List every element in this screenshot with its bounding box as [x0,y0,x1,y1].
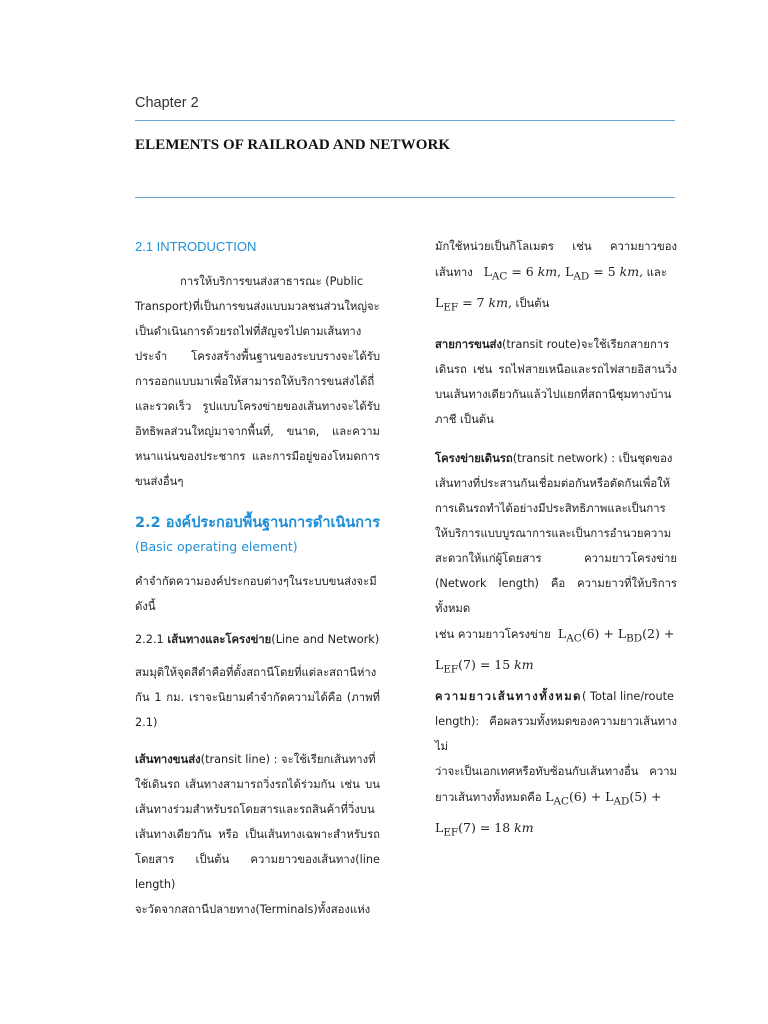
transit-route-text-line: บนเส้นทางเดียวกันแล้วไปแยกที่สถานีชุมทางบ้าน [435,388,672,401]
header-rule-bottom [135,197,675,198]
chapter-title: ELEMENTS OF RAILROAD AND NETWORK [135,137,451,153]
subsection-title-english: (Line and Network) [271,633,380,646]
intro-line: Transport)ที่เป็นการขนส่งแบบมวลชนส่วนใหญ่จะ [135,300,380,313]
transit-route-text-line: ภาชี เป็นต้น [435,413,494,426]
transit-route-definition [435,332,677,357]
intro-line: ขนส่งอื่นๆ [135,475,184,488]
total-length-text-line: ว่าจะเป็นเอกเทศหรือทับซ้อนกับเส้นทางอื่น ความ [435,765,677,778]
transit-network-text: (transit network) : เป็นชุดของ [512,452,673,465]
line-length-example-2 [435,290,677,321]
network-length-prefix: เช่น ความยาวโครงข่าย [435,628,551,641]
section-heading-2-2: 2.2 องค์ประกอบพื้นฐานการดำเนินการ [135,515,380,531]
transit-line-text-line: จะวัดจากสถานีปลายทาง(Terminals)ทั้งสองแห่ง [135,903,371,916]
network-length-example-2 [435,652,677,683]
network-length-formula: $L_{AC}(6) + L_{BD}(2)$ + [557,626,675,645]
transit-line-term: เส้นทางขนส่ง [135,753,201,766]
transit-network-text-line: ให้บริการแบบบูรณาการและเป็นการอำนวยความ [435,527,672,540]
transit-line-text: (transit line) : จะใช้เรียกเส้นทางที่ [200,753,376,766]
intro-line: การให้บริการขนส่งสาธารณะ (Public [180,275,364,288]
intro-line: หนาแน่นของประชากร และการมีอยู่ของโหมดการ [135,450,380,463]
definition-line: ดังนี้ [135,600,156,613]
transit-line-text-line: โดยสาร เป็นต้น ความยาวของเส้นทาง(line length) [135,853,380,891]
intro-line: อิทธิพลส่วนใหญ่มาจากพื้นที่, ขนาด, และความ [135,425,380,438]
transit-line-text-line: ใช้เดินรถ เส้นทางสามารถวิ่งรถได้ร่วมกัน เช่น บน [135,778,380,791]
transit-line-text-line: เส้นทางเดียวกัน หรือ เป็นเส้นทางเฉพาะสำหรับรถ [135,828,380,841]
network-length-formula-2: $L_{EF}(7) = 15$ km [435,656,534,675]
chapter-label: Chapter 2 [135,95,199,111]
subsection-number: 2.2.1 [135,633,168,646]
transit-network-text-line: (Network length) คือ ความยาวที่ให้บริการทั้งหมด [435,577,677,615]
transit-network-definition [435,446,677,471]
intro-line: การออกแบบมาเพื่อให้สามารถให้บริการขนส่งได้ถี่ [135,375,375,388]
total-length-text: ( Total line/route [581,690,674,703]
transit-line-text-line: เส้นทางร่วมสำหรับรถโดยสารและรถสินค้าที่วิ่งบน [135,803,375,816]
section-heading-2-2-english: (Basic operating element) [135,539,298,554]
line-length-example [435,259,677,290]
total-length-text-line: length): คือผลรวมทั้งหมดของความยาวเส้นทางไม่ [435,715,677,753]
total-length-prefix: ยาวเส้นทางทั้งหมดคือ [435,791,542,804]
total-length-formula: $L_{AC}(6) + L_{AD}(5)$ + [545,789,662,808]
transit-network-text-line: สะดวกให้แก่ผู้โดยสาร ความยาวโครงข่าย [435,552,677,565]
line-length-end: เป็นต้น [515,296,550,310]
transit-network-text-line: การเดินรถทำได้อย่างมีประสิทธิภาพและเป็นการ [435,502,666,515]
transit-line-definition [135,747,380,772]
total-length-example-2 [435,815,677,846]
assumption-line: สมมุติให้จุดสีดำคือที่ตั้งสถานีโดยที่แต่ละสถานีห่าง [135,666,377,679]
transit-network-term: โครงข่ายเดินรถ [435,452,513,465]
assumption-line: 2.1) [135,716,158,729]
total-length-term: ความยาวเส้นทางทั้งหมด [435,690,582,703]
line-length-suffix: และ [646,266,667,279]
subsection-title-thai: เส้นทางและโครงข่าย [167,633,272,646]
transit-route-term: สายการขนส่ง [435,338,502,351]
left-column [135,234,380,922]
line-length-formula: $L_{AC} = 6$ km, $L_{AD} = 5$ km, [483,264,644,283]
transit-network-text-line: เส้นทางที่ประสานกันเชื่อมต่อกันหรือตัดกันเพื่อให้ [435,477,671,490]
intro-line: ประจำ โครงสร้างพื้นฐานของระบบรางจะได้รับ [135,350,380,363]
line-length-text: มักใช้หน่วยเป็นกิโลเมตร เช่น ความยาวของ [435,240,677,253]
network-length-example [435,621,677,652]
intro-line: และรวดเร็ว รูปแบบโครงข่ายของเส้นทางจะได้รับ [135,400,380,413]
right-column [435,234,677,845]
total-length-formula-2: $L_{EF}(7) = 18$ km [435,819,534,838]
subsection-heading-2-2-1 [135,627,380,652]
definition-line: คำจำกัดความองค์ประกอบต่างๆในระบบขนส่งจะมี [135,575,377,588]
line-length-formula-2: $L_{EF} = 7$ km, [435,294,512,313]
intro-line: เป็นดำเนินการด้วยรถไฟที่สัญจรไปตามเส้นทาง [135,325,362,338]
line-length-prefix: เส้นทาง [435,266,473,279]
assumption-line: กัน 1 กม. เราจะนิยามคำจำกัดความได้คือ (ภาพที่ [135,691,380,704]
transit-route-text-line: เดินรถ เช่น รถไฟสายเหนือและรถไฟสายอิสานวิ่ง [435,363,677,376]
header-rule-top [135,120,675,121]
transit-route-text: (transit route)จะใช้เรียกสายการ [501,338,670,351]
section-heading-2-1: 2.1 INTRODUCTION [135,239,257,254]
total-length-definition [435,684,677,709]
total-length-example [435,784,677,815]
